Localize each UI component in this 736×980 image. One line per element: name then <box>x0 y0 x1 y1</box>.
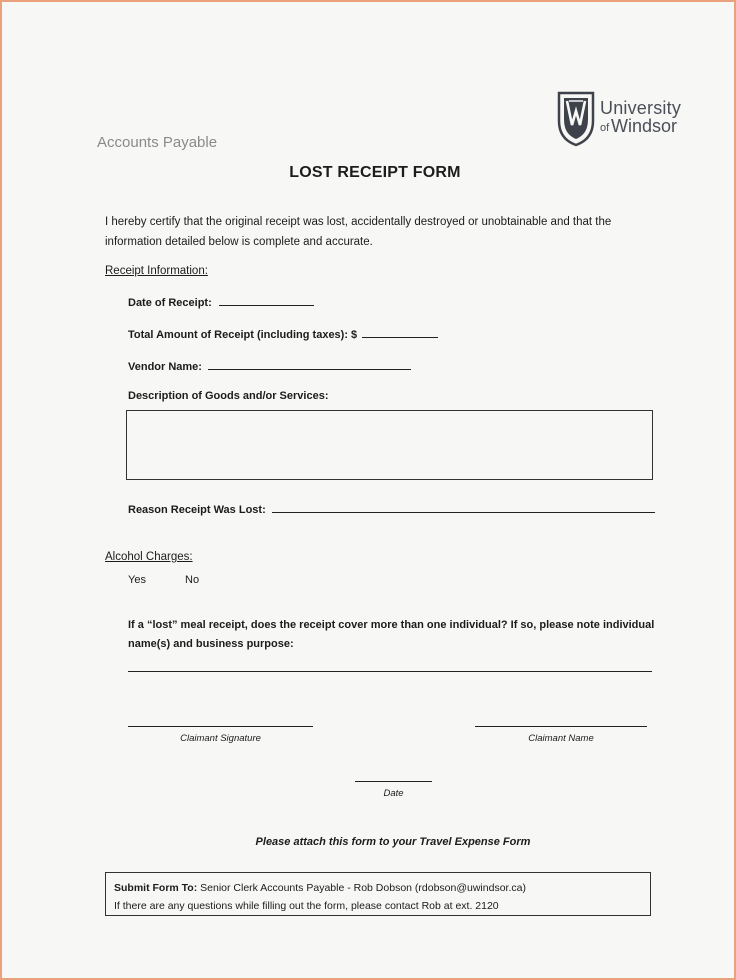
date-label: Date of Receipt: <box>128 297 212 309</box>
reason-field[interactable] <box>272 502 655 513</box>
vendor-field[interactable] <box>208 359 411 370</box>
claimant-name-caption: Claimant Name <box>528 733 594 744</box>
form-title: LOST RECEIPT FORM <box>289 164 461 181</box>
amount-label: Total Amount of Receipt (including taxes): $ <box>128 329 358 341</box>
certification-text: I hereby certify that the original receipt was lost, accidentally destroyed or unobtainable and that the information detailed below is complete and accurate. <box>105 216 612 248</box>
submit-line <box>114 879 642 897</box>
alcohol-yes-option[interactable]: Yes <box>128 574 146 586</box>
description-label: Description of Goods and/or Services: <box>128 390 329 402</box>
submit-recipient: Senior Clerk Accounts Payable - Rob Dobson (rdobson@uwindsor.ca) <box>197 882 526 894</box>
windsor-crest-icon <box>557 91 595 147</box>
reason-row <box>128 500 655 518</box>
claimant-name-field[interactable] <box>475 726 647 727</box>
reason-label: Reason Receipt Was Lost: <box>128 504 266 516</box>
contact-line: If there are any questions while filling out the form, please contact Rob at ext. 2120 <box>114 900 499 912</box>
logo-university-text: University <box>600 98 682 118</box>
amount-row <box>128 325 438 343</box>
meal-question: If a “lost” meal receipt, does the receipt cover more than one individual? If so, please note individual name(s) and business purpose: <box>128 619 655 650</box>
university-logo <box>557 91 687 147</box>
logo-windsor-text: Windsor <box>611 116 678 136</box>
receipt-info-heading: Receipt Information: <box>105 265 208 277</box>
claimant-signature-caption: Claimant Signature <box>180 733 261 744</box>
claimant-signature-field[interactable] <box>128 726 313 727</box>
logo-of-text: of <box>600 122 610 134</box>
vendor-row <box>128 357 411 375</box>
date-signed-field[interactable] <box>355 781 432 782</box>
amount-field[interactable] <box>362 327 438 338</box>
attach-note: Please attach this form to your Travel Expense Form <box>255 836 531 848</box>
alcohol-heading: Alcohol Charges: <box>105 551 193 563</box>
alcohol-no-option[interactable]: No <box>185 574 200 586</box>
date-caption: Date <box>383 788 404 799</box>
date-field[interactable] <box>219 295 314 306</box>
date-row <box>128 293 314 311</box>
submit-info-box <box>105 872 651 916</box>
meal-names-field[interactable] <box>128 671 652 672</box>
description-field[interactable] <box>126 410 653 480</box>
department-name: Accounts Payable <box>97 134 218 151</box>
submit-label: Submit Form To: <box>114 882 198 894</box>
vendor-label: Vendor Name: <box>128 361 202 373</box>
